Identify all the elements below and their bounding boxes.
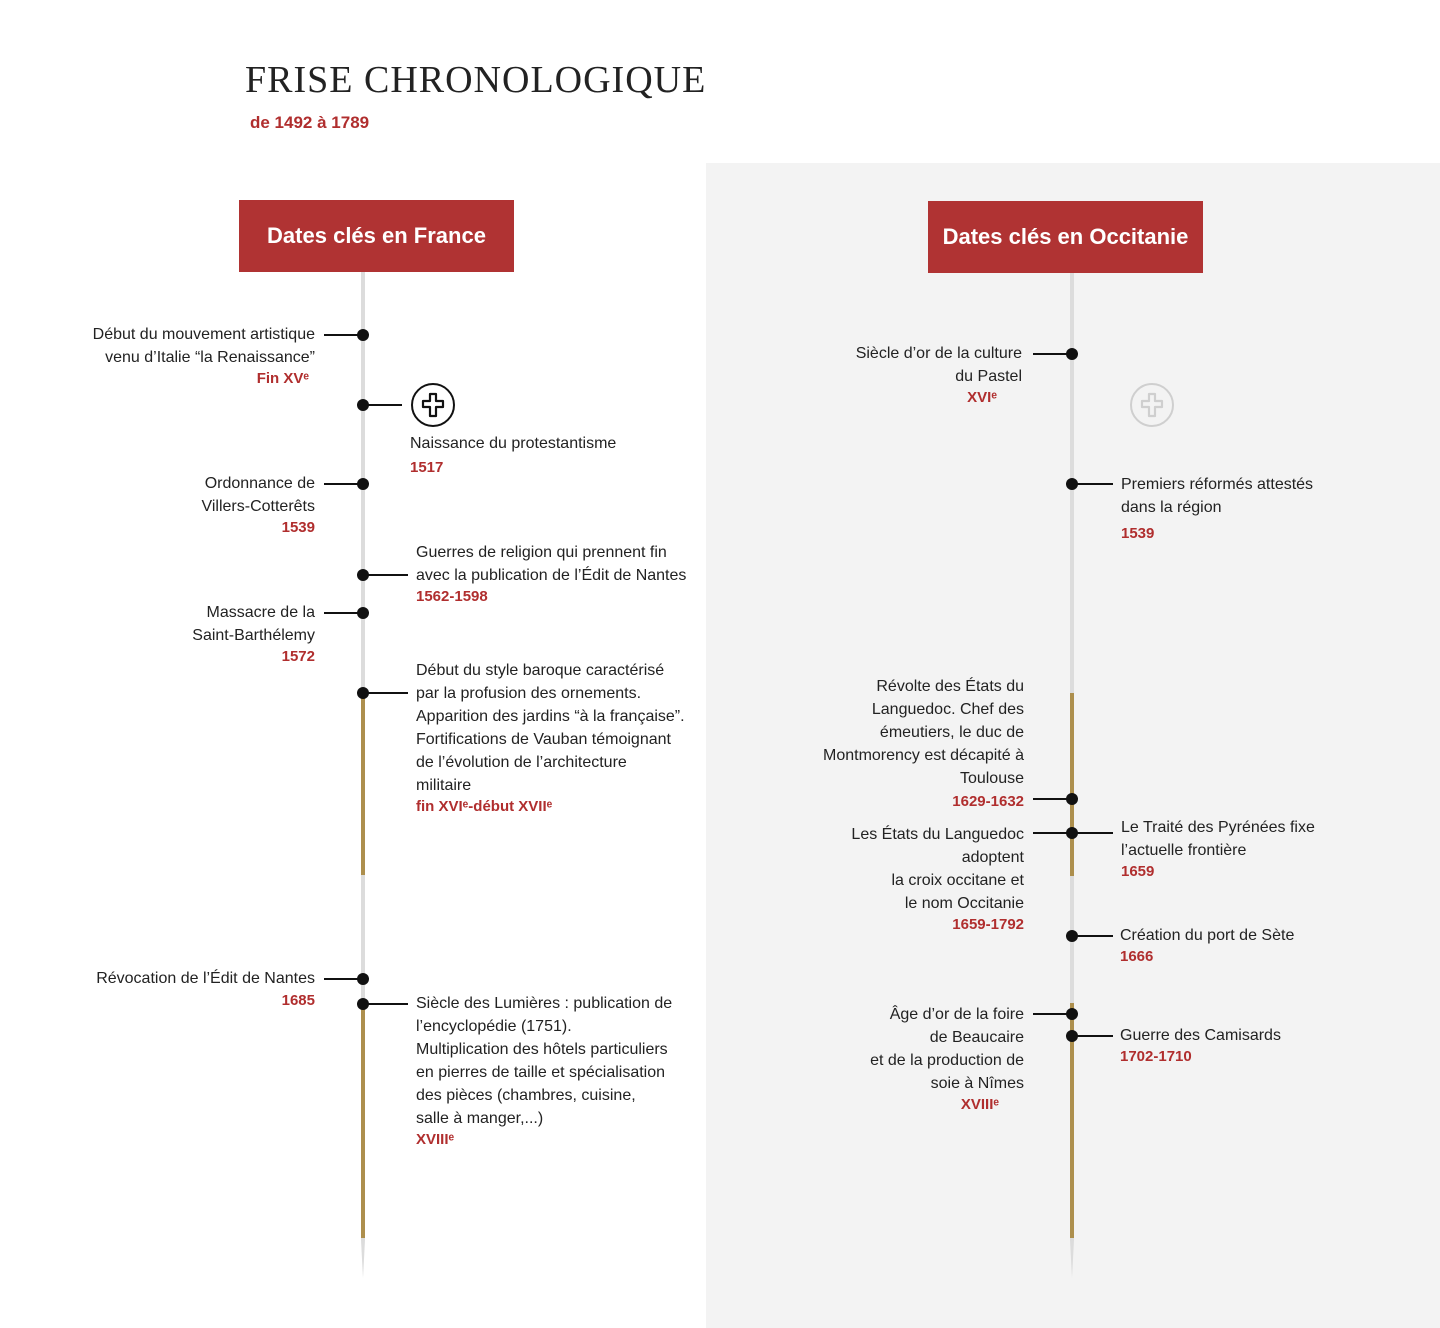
occitanie-period-17th	[1070, 693, 1074, 876]
event-date: XVIIIᵉ	[960, 1096, 999, 1113]
event-text: Révocation de l’Édit de Nantes	[96, 970, 315, 987]
france-event-guerres-religion	[416, 541, 706, 607]
event-text: Guerre des Camisards	[1120, 1027, 1281, 1044]
event-date: 1562-1598	[416, 588, 488, 605]
event-date: 1539	[1121, 525, 1155, 542]
event-date: 1702-1710	[1120, 1048, 1192, 1065]
event-date: Fin XVᵉ	[256, 370, 309, 387]
occitanie-header: Dates clés en Occitanie	[928, 201, 1203, 273]
timeline-dot	[357, 973, 369, 985]
occitanie-event-croix-occitane	[720, 823, 1024, 935]
occitanie-event-reformes	[1121, 473, 1421, 544]
event-date: 1572	[281, 648, 315, 665]
timeline-dot	[357, 569, 369, 581]
france-event-baroque	[416, 659, 706, 817]
timeline-dot	[357, 687, 369, 699]
timeline-dot	[357, 399, 369, 411]
timeline-dot	[357, 478, 369, 490]
event-text: Les États du Languedoc adoptent la croix occitane et le nom Occitanie	[851, 826, 1024, 912]
france-event-saint-barthelemy	[0, 601, 315, 667]
event-date: 1685	[281, 992, 315, 1009]
page-title: FRISE CHRONOLOGIQUE	[245, 59, 707, 101]
occitanie-event-port-sete	[1120, 924, 1420, 967]
event-date: 1629-1632	[952, 793, 1024, 810]
event-text: Siècle des Lumières : publication de l’encyclopédie (1751). Multiplication des hôtels particuliers en pierres de taille et spécialisation des pièces (chambres, cuisine, salle à manger,...)	[416, 995, 673, 1127]
event-text: Ordonnance de Villers-Cotterêts	[201, 475, 315, 515]
timeline-dot	[357, 998, 369, 1010]
france-event-lumieres	[416, 992, 706, 1150]
timeline-dot	[1066, 348, 1078, 360]
event-date: XVIIIᵉ	[416, 1131, 455, 1148]
occitanie-event-traite-pyrenees	[1121, 816, 1421, 882]
event-text: Siècle d’or de la culture du Pastel	[855, 345, 1022, 385]
france-period-baroque	[361, 692, 365, 875]
event-date: XVIᵉ	[967, 389, 997, 406]
france-event-revocation	[0, 967, 315, 1011]
france-event-renaissance	[0, 323, 315, 389]
timeline-dot	[1066, 930, 1078, 942]
cross-icon	[411, 383, 455, 427]
event-text: Création du port de Sète	[1120, 927, 1295, 944]
event-text: Début du style baroque caractérisé par la profusion des ornements. Apparition des jardins “à la française”. Fortifications de Vauban témoignant de l’évolution de l’architecture militaire	[416, 662, 685, 794]
occitanie-event-revolte	[720, 675, 1024, 812]
occitanie-event-beaucaire	[720, 1003, 1024, 1115]
cross-icon	[1130, 383, 1174, 427]
france-event-protestantisme	[410, 432, 710, 478]
occitanie-event-pastel	[720, 342, 1022, 408]
occitanie-axis-tip	[1070, 1240, 1074, 1278]
event-text: Âge d’or de la foire de Beaucaire et de la production de soie à Nîmes	[870, 1006, 1024, 1092]
page-subtitle: de 1492 à 1789	[250, 113, 370, 132]
france-event-villers-cotterets	[0, 472, 315, 538]
timeline-dot	[357, 607, 369, 619]
occitanie-event-camisards	[1120, 1024, 1420, 1067]
event-date: 1539	[281, 519, 315, 536]
france-period-lumieres	[361, 1003, 365, 1238]
event-text: Début du mouvement artistique venu d’Italie “la Renaissance”	[92, 326, 315, 366]
timeline-dot	[1066, 1008, 1078, 1020]
event-date: 1659	[1121, 863, 1155, 880]
france-axis-tip	[361, 1240, 365, 1278]
event-date: 1659-1792	[952, 916, 1024, 933]
timeline-dot	[1066, 478, 1078, 490]
connector-line	[1071, 832, 1113, 834]
timeline-dot	[1066, 1030, 1078, 1042]
event-date: fin XVIᵉ-début XVIIᵉ	[416, 798, 553, 815]
event-text: Le Traité des Pyrénées fixe l’actuelle frontière	[1121, 819, 1315, 859]
timeline-dot	[357, 329, 369, 341]
event-date: 1517	[410, 459, 444, 476]
event-text: Naissance du protestantisme	[410, 435, 617, 452]
event-text: Guerres de religion qui prennent fin avec la publication de l’Édit de Nantes	[416, 544, 687, 584]
timeline-dot	[1066, 793, 1078, 805]
event-text: Révolte des États du Languedoc. Chef des émeutiers, le duc de Montmorency est décapité à Toulouse	[823, 678, 1024, 787]
event-text: Massacre de la Saint-Barthélemy	[192, 604, 315, 644]
event-date: 1666	[1120, 948, 1154, 965]
event-text: Premiers réformés attestés dans la région	[1121, 476, 1314, 516]
france-header: Dates clés en France	[239, 200, 514, 272]
